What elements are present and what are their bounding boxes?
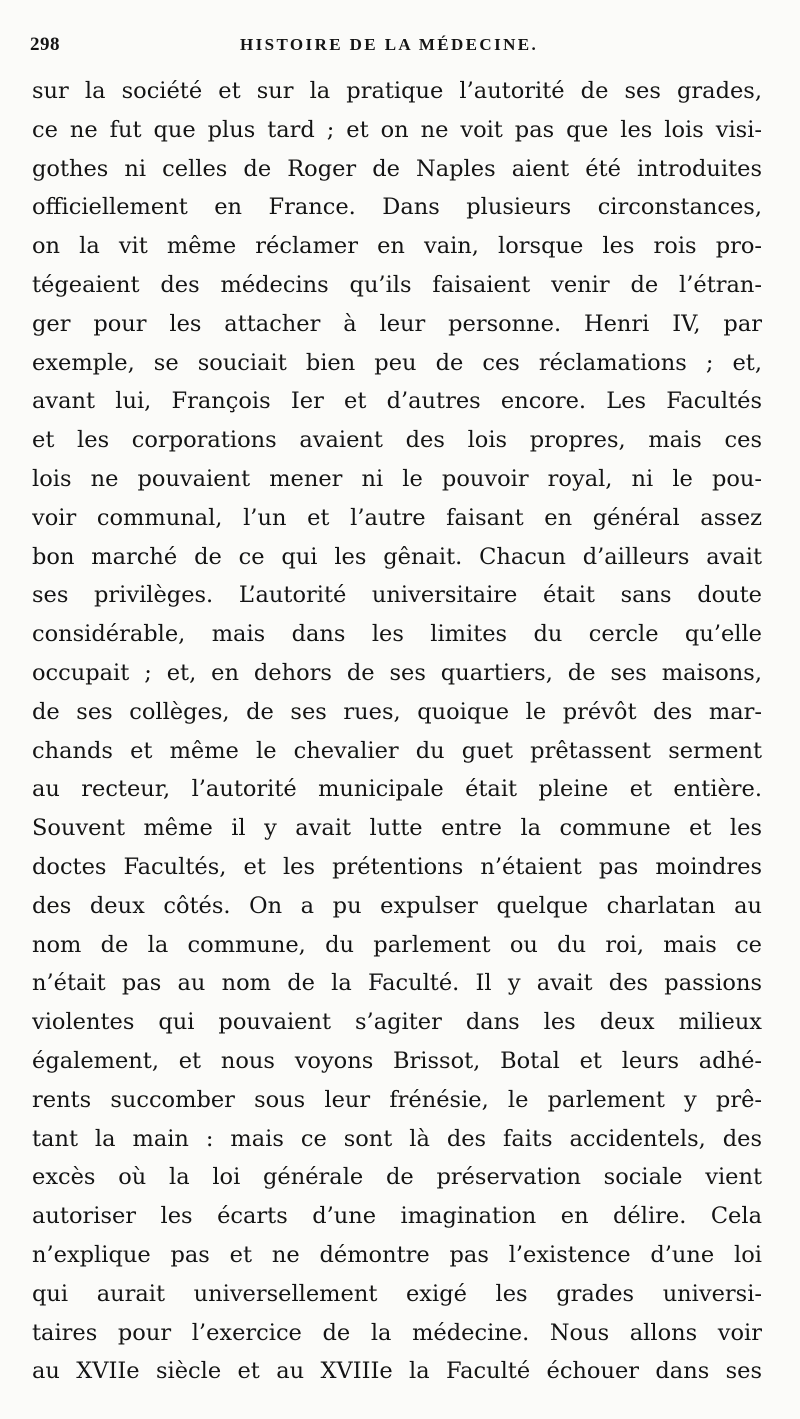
text-line: qui aurait universellement exigé les grades universi- bbox=[32, 1280, 762, 1307]
text-line: ce ne fut que plus tard ; et on ne voit pas que les lois visi- bbox=[32, 116, 762, 143]
running-title: HISTOIRE DE LA MÉDECINE. bbox=[240, 35, 539, 54]
text-line: Souvent même il y avait lutte entre la commune et les bbox=[32, 815, 762, 842]
text-line: occupait ; et, en dehors de ses quartiers, de ses maisons, bbox=[32, 659, 762, 686]
text-line: tant la main : mais ce sont là des faits accidentels, des bbox=[32, 1125, 762, 1152]
text-line: des deux côtés. On a pu expulser quelque charlatan au bbox=[32, 892, 762, 919]
text-line: doctes Facultés, et les prétentions n’étaient pas moindres bbox=[32, 853, 762, 880]
body-text bbox=[32, 72, 762, 1391]
text-line: violentes qui pouvaient s’agiter dans les deux milieux bbox=[32, 1009, 762, 1036]
text-line: excès où la loi générale de préservation sociale vient bbox=[32, 1164, 762, 1191]
text-line: voir communal, l’un et l’autre faisant en général assez bbox=[32, 504, 762, 531]
text-line: avant lui, François Ier et d’autres encore. Les Facultés bbox=[32, 388, 762, 415]
text-line: n’était pas au nom de la Faculté. Il y avait des passions bbox=[32, 970, 762, 997]
text-line: ses privilèges. L’autorité universitaire était sans doute bbox=[32, 582, 762, 609]
text-line: autoriser les écarts d’une imagination en délire. Cela bbox=[32, 1203, 762, 1230]
text-line: au recteur, l’autorité municipale était pleine et entière. bbox=[32, 776, 762, 803]
text-line: bon marché de ce qui les gênait. Chacun d’ailleurs avait bbox=[32, 543, 762, 570]
text-line: rents succomber sous leur frénésie, le parlement y prê- bbox=[32, 1086, 762, 1113]
text-line: n’explique pas et ne démontre pas l’existence d’une loi bbox=[32, 1241, 762, 1268]
text-line: sur la société et sur la pratique l’autorité de ses grades, bbox=[32, 78, 762, 104]
text-line: chands et même le chevalier du guet prêtassent serment bbox=[32, 737, 762, 764]
text-line: exemple, se souciait bien peu de ces réclamations ; et, bbox=[32, 349, 762, 376]
text-line: de ses collèges, de ses rues, quoique le prévôt des mar- bbox=[32, 698, 762, 725]
running-head bbox=[30, 34, 770, 58]
text-line: gothes ni celles de Roger de Naples aient été introduites bbox=[32, 155, 762, 182]
text-line: officiellement en France. Dans plusieurs circonstances, bbox=[32, 194, 762, 221]
text-line: et les corporations avaient des lois propres, mais ces bbox=[32, 427, 762, 454]
text-line: considérable, mais dans les limites du cercle qu’elle bbox=[32, 621, 762, 648]
text-line: on la vit même réclamer en vain, lorsque les rois pro- bbox=[32, 233, 762, 260]
text-line: également, et nous voyons Brissot, Botal et leurs adhé- bbox=[32, 1047, 762, 1074]
text-line: au XVIIe siècle et au XVIIIe la Faculté échouer dans ses bbox=[32, 1358, 762, 1385]
text-line: ger pour les attacher à leur personne. Henri IV, par bbox=[32, 310, 762, 337]
text-line: nom de la commune, du parlement ou du roi, mais ce bbox=[32, 931, 762, 958]
text-line: tégeaient des médecins qu’ils faisaient venir de l’étran- bbox=[32, 271, 762, 298]
text-line: taires pour l’exercice de la médecine. Nous allons voir bbox=[32, 1319, 762, 1346]
page-number: 298 bbox=[30, 34, 60, 55]
text-line: lois ne pouvaient mener ni le pouvoir royal, ni le pou- bbox=[32, 465, 762, 492]
